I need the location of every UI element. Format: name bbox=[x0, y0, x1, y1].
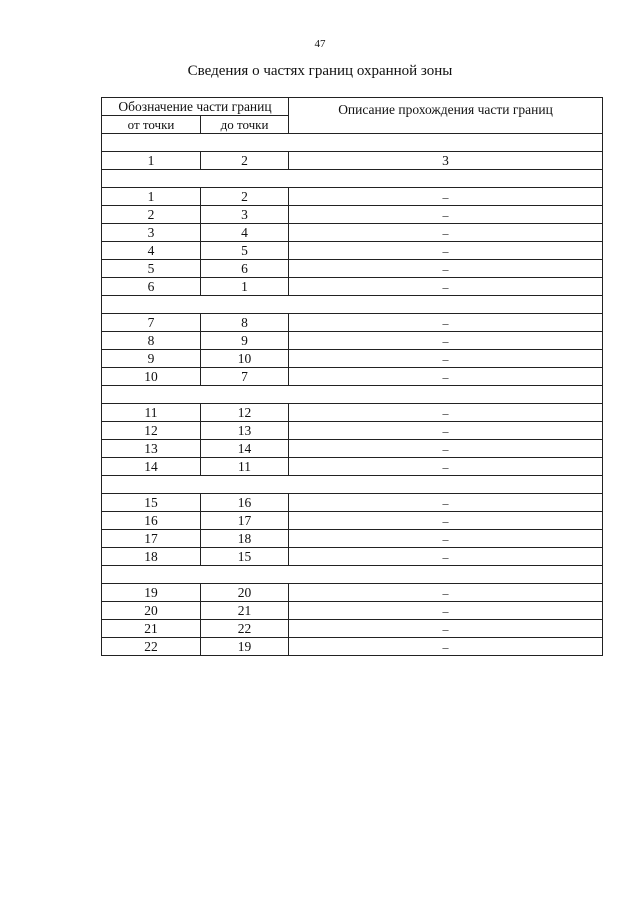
from-point-cell: 12 bbox=[102, 422, 201, 440]
from-point-cell: 8 bbox=[102, 332, 201, 350]
from-point-cell: 16 bbox=[102, 512, 201, 530]
from-point-cell: 20 bbox=[102, 602, 201, 620]
table-row bbox=[102, 602, 603, 620]
to-point-cell: 19 bbox=[201, 638, 289, 656]
boundary-parts-table bbox=[101, 97, 603, 656]
from-point-cell: 13 bbox=[102, 440, 201, 458]
description-cell: – bbox=[289, 548, 603, 566]
to-point-cell: 22 bbox=[201, 620, 289, 638]
table-row bbox=[102, 548, 603, 566]
header-boundary-part: Обозначение части границ bbox=[102, 98, 289, 116]
to-point-cell: 15 bbox=[201, 548, 289, 566]
from-point-cell: 4 bbox=[102, 242, 201, 260]
to-point-cell: 5 bbox=[201, 242, 289, 260]
from-point-cell: 19 bbox=[102, 584, 201, 602]
to-point-cell: 16 bbox=[201, 494, 289, 512]
table-row bbox=[102, 620, 603, 638]
header-gap bbox=[102, 134, 603, 152]
group-separator-cell bbox=[102, 386, 603, 404]
group-separator-cell bbox=[102, 296, 603, 314]
from-point-cell: 7 bbox=[102, 314, 201, 332]
to-point-cell: 12 bbox=[201, 404, 289, 422]
group-separator-row bbox=[102, 386, 603, 404]
group-separator-cell bbox=[102, 566, 603, 584]
to-point-cell: 21 bbox=[201, 602, 289, 620]
from-point-cell: 21 bbox=[102, 620, 201, 638]
group-separator-row bbox=[102, 566, 603, 584]
description-cell: – bbox=[289, 494, 603, 512]
from-point-cell: 5 bbox=[102, 260, 201, 278]
description-cell: – bbox=[289, 584, 603, 602]
from-point-cell: 18 bbox=[102, 548, 201, 566]
description-cell: – bbox=[289, 458, 603, 476]
description-cell: – bbox=[289, 314, 603, 332]
from-point-cell: 1 bbox=[102, 188, 201, 206]
to-point-cell: 8 bbox=[201, 314, 289, 332]
to-point-cell: 2 bbox=[201, 188, 289, 206]
from-point-cell: 17 bbox=[102, 530, 201, 548]
description-cell: – bbox=[289, 620, 603, 638]
table-row bbox=[102, 224, 603, 242]
table-row bbox=[102, 530, 603, 548]
to-point-cell: 7 bbox=[201, 368, 289, 386]
to-point-cell: 3 bbox=[201, 206, 289, 224]
to-point-cell: 4 bbox=[201, 224, 289, 242]
table-row bbox=[102, 206, 603, 224]
header-from-point: от точки bbox=[102, 116, 201, 134]
header-to-point: до точки bbox=[201, 116, 289, 134]
to-point-cell: 17 bbox=[201, 512, 289, 530]
group-separator-row bbox=[102, 296, 603, 314]
table-row bbox=[102, 458, 603, 476]
column-number: 3 bbox=[289, 152, 603, 170]
from-point-cell: 11 bbox=[102, 404, 201, 422]
description-cell: – bbox=[289, 530, 603, 548]
description-cell: – bbox=[289, 422, 603, 440]
from-point-cell: 9 bbox=[102, 350, 201, 368]
description-cell: – bbox=[289, 368, 603, 386]
to-point-cell: 9 bbox=[201, 332, 289, 350]
table-row bbox=[102, 350, 603, 368]
to-point-cell: 1 bbox=[201, 278, 289, 296]
table-row bbox=[102, 278, 603, 296]
table-row bbox=[102, 260, 603, 278]
from-point-cell: 3 bbox=[102, 224, 201, 242]
document-title: Сведения о частях границ охранной зоны bbox=[187, 63, 453, 79]
header-description: Описание прохождения части границ bbox=[289, 98, 603, 134]
page-number: 47 bbox=[314, 38, 326, 50]
to-point-cell: 18 bbox=[201, 530, 289, 548]
table-row bbox=[102, 422, 603, 440]
table-row bbox=[102, 584, 603, 602]
table-row bbox=[102, 368, 603, 386]
description-cell: – bbox=[289, 206, 603, 224]
table-row bbox=[102, 188, 603, 206]
table-row bbox=[102, 638, 603, 656]
table-row bbox=[102, 494, 603, 512]
column-number-row bbox=[102, 152, 603, 170]
table-row bbox=[102, 404, 603, 422]
description-cell: – bbox=[289, 278, 603, 296]
table-row bbox=[102, 332, 603, 350]
description-cell: – bbox=[289, 224, 603, 242]
group-separator-row bbox=[102, 170, 603, 188]
description-cell: – bbox=[289, 638, 603, 656]
to-point-cell: 13 bbox=[201, 422, 289, 440]
from-point-cell: 15 bbox=[102, 494, 201, 512]
table-row bbox=[102, 440, 603, 458]
description-cell: – bbox=[289, 350, 603, 368]
column-number: 1 bbox=[102, 152, 201, 170]
table-body bbox=[102, 134, 603, 656]
description-cell: – bbox=[289, 440, 603, 458]
description-cell: – bbox=[289, 602, 603, 620]
to-point-cell: 11 bbox=[201, 458, 289, 476]
from-point-cell: 22 bbox=[102, 638, 201, 656]
group-separator-cell bbox=[102, 170, 603, 188]
group-separator-row bbox=[102, 476, 603, 494]
group-separator-cell bbox=[102, 476, 603, 494]
description-cell: – bbox=[289, 242, 603, 260]
description-cell: – bbox=[289, 512, 603, 530]
to-point-cell: 20 bbox=[201, 584, 289, 602]
from-point-cell: 10 bbox=[102, 368, 201, 386]
to-point-cell: 14 bbox=[201, 440, 289, 458]
description-cell: – bbox=[289, 260, 603, 278]
from-point-cell: 14 bbox=[102, 458, 201, 476]
to-point-cell: 10 bbox=[201, 350, 289, 368]
from-point-cell: 6 bbox=[102, 278, 201, 296]
table-row bbox=[102, 512, 603, 530]
description-cell: – bbox=[289, 332, 603, 350]
column-number: 2 bbox=[201, 152, 289, 170]
from-point-cell: 2 bbox=[102, 206, 201, 224]
table-row bbox=[102, 242, 603, 260]
description-cell: – bbox=[289, 404, 603, 422]
to-point-cell: 6 bbox=[201, 260, 289, 278]
description-cell: – bbox=[289, 188, 603, 206]
table-row bbox=[102, 314, 603, 332]
